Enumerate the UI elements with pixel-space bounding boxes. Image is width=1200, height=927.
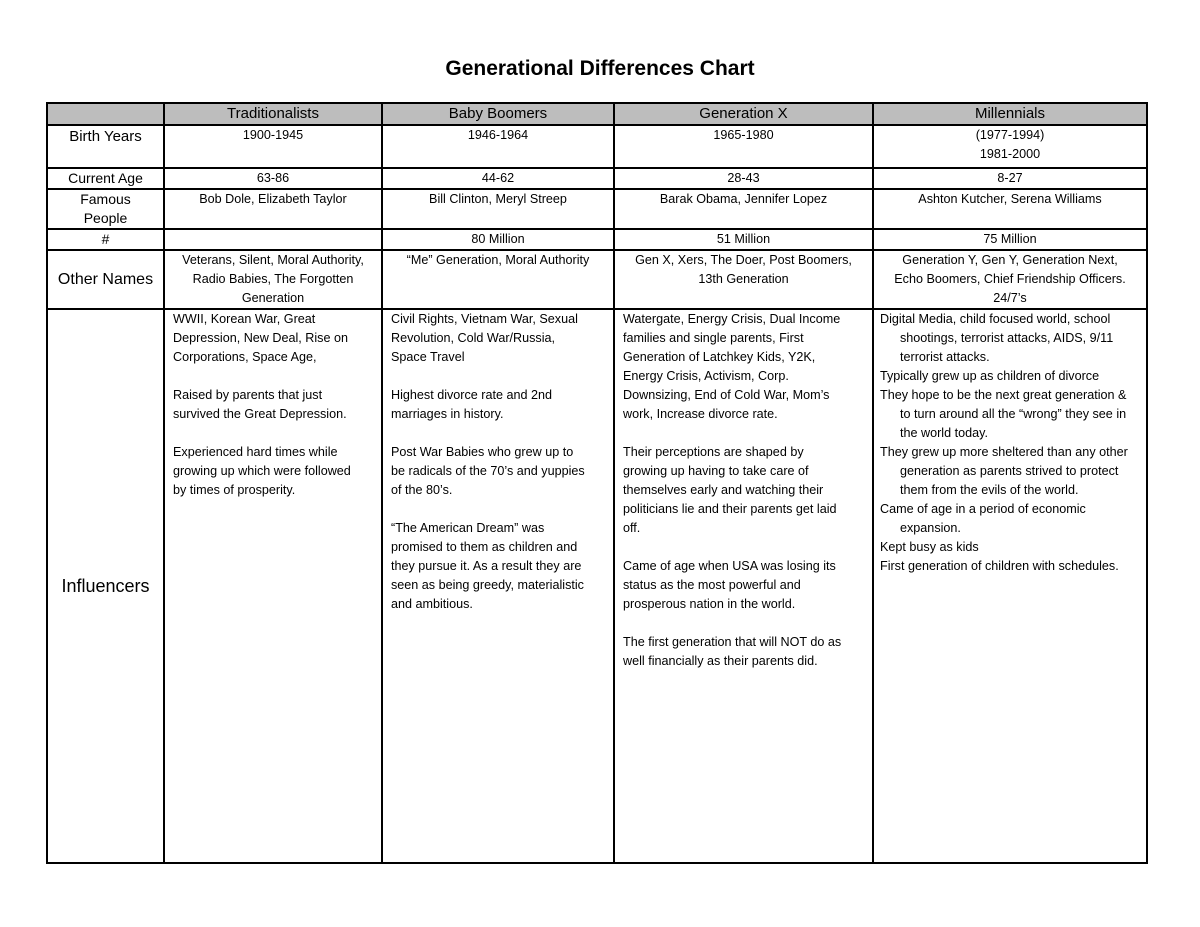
cell-current-age-millennials: 8-27: [873, 168, 1147, 189]
row-label-current-age: Current Age: [47, 168, 164, 189]
cell-famous-millennials: Ashton Kutcher, Serena Williams: [873, 189, 1147, 229]
header-traditionalists: Traditionalists: [164, 103, 382, 125]
generations-table: [46, 102, 1148, 864]
header-corner: [47, 103, 164, 125]
influencer-paragraph: The first generation that will NOT do as well financially as their parents did.: [623, 635, 842, 668]
row-famous-people: [47, 189, 1147, 229]
influencer-paragraph: Raised by parents that just survived the Great Depression.: [173, 388, 347, 421]
influencer-item: They grew up more sheltered than any other generation as parents strived to protect them from the evils of the world.: [880, 445, 1128, 497]
influencer-paragraph: Came of age when USA was losing its status as the most powerful and prosperous nation in the world.: [623, 559, 836, 611]
cell-current-age-traditionalists: 63-86: [164, 168, 382, 189]
header-row: [47, 103, 1147, 125]
row-label-population: #: [47, 229, 164, 250]
influencer-paragraph: Civil Rights, Vietnam War, Sexual Revolution, Cold War/Russia, Space Travel: [391, 312, 578, 364]
influencer-item: They hope to be the next great generation & to turn around all the “wrong” they see in the world today.: [880, 388, 1127, 440]
cell-population-baby-boomers: 80 Million: [382, 229, 614, 250]
cell-famous-baby-boomers: Bill Clinton, Meryl Streep: [382, 189, 614, 229]
cell-population-traditionalists: [164, 229, 382, 250]
cell-other-names-baby-boomers: “Me” Generation, Moral Authority: [382, 250, 614, 309]
row-birth-years: [47, 125, 1147, 168]
header-baby-boomers: Baby Boomers: [382, 103, 614, 125]
cell-birth-years-generation-x: 1965-1980: [614, 125, 873, 168]
row-label-influencers: Influencers: [47, 309, 164, 863]
row-other-names: [47, 250, 1147, 309]
cell-influencers-generation-x: [614, 309, 873, 863]
influencer-paragraph: Experienced hard times while growing up which were followed by times of prosperity.: [173, 445, 351, 497]
page-title: Generational Differences Chart: [445, 57, 755, 80]
influencer-item: Typically grew up as children of divorce: [880, 369, 1100, 383]
cell-other-names-traditionalists: Veterans, Silent, Moral Authority, Radio Babies, The Forgotten Generation: [164, 250, 382, 309]
row-label-famous-people: Famous People: [47, 189, 164, 229]
row-label-other-names: Other Names: [47, 250, 164, 309]
cell-other-names-generation-x: Gen X, Xers, The Doer, Post Boomers, 13th Generation: [614, 250, 873, 309]
influencer-paragraph: Highest divorce rate and 2nd marriages in history.: [391, 388, 553, 421]
cell-influencers-baby-boomers: [382, 309, 614, 863]
header-generation-x: Generation X: [614, 103, 873, 125]
cell-other-names-millennials: Generation Y, Gen Y, Generation Next, Echo Boomers, Chief Friendship Officers. 24/7’s: [873, 250, 1147, 309]
header-millennials: Millennials: [873, 103, 1147, 125]
influencer-paragraph: “The American Dream” was promised to them as children and they pursue it. As a result they are seen as being greedy, materialistic and ambitious.: [391, 521, 584, 611]
cell-birth-years-millennials: (1977-1994) 1981-2000: [873, 125, 1147, 168]
cell-birth-years-traditionalists: 1900-1945: [164, 125, 382, 168]
cell-population-millennials: 75 Million: [873, 229, 1147, 250]
cell-influencers-millennials: [873, 309, 1147, 863]
influencer-item: Came of age in a period of economic expansion.: [880, 502, 1086, 535]
row-current-age: [47, 168, 1147, 189]
influencer-paragraph: Their perceptions are shaped by growing up having to take care of themselves early and watching their politicians lie and their parents get laid off.: [623, 445, 837, 535]
cell-influencers-traditionalists: [164, 309, 382, 863]
cell-current-age-generation-x: 28-43: [614, 168, 873, 189]
cell-famous-generation-x: Barak Obama, Jennifer Lopez: [614, 189, 873, 229]
cell-birth-years-baby-boomers: 1946-1964: [382, 125, 614, 168]
row-population: [47, 229, 1147, 250]
cell-current-age-baby-boomers: 44-62: [382, 168, 614, 189]
influencer-item: First generation of children with schedules.: [880, 559, 1119, 573]
cell-famous-traditionalists: Bob Dole, Elizabeth Taylor: [164, 189, 382, 229]
influencer-paragraph: WWII, Korean War, Great Depression, New Deal, Rise on Corporations, Space Age,: [173, 312, 348, 364]
influencer-item: Digital Media, child focused world, school shootings, terrorist attacks, AIDS, 9/11 terrorist attacks.: [880, 312, 1114, 364]
row-influencers: [47, 309, 1147, 863]
influencer-paragraph: Watergate, Energy Crisis, Dual Income families and single parents, First Generation of Latchkey Kids, Y2K, Energy Crisis, Activism, Corp. Downsizing, End of Cold War, Mom’s work, Increase divorce rate.: [623, 312, 841, 421]
cell-population-generation-x: 51 Million: [614, 229, 873, 250]
influencer-item: Kept busy as kids: [880, 540, 979, 554]
influencer-paragraph: Post War Babies who grew up to be radicals of the 70’s and yuppies of the 80’s.: [391, 445, 585, 497]
row-label-birth-years: Birth Years: [47, 125, 164, 168]
